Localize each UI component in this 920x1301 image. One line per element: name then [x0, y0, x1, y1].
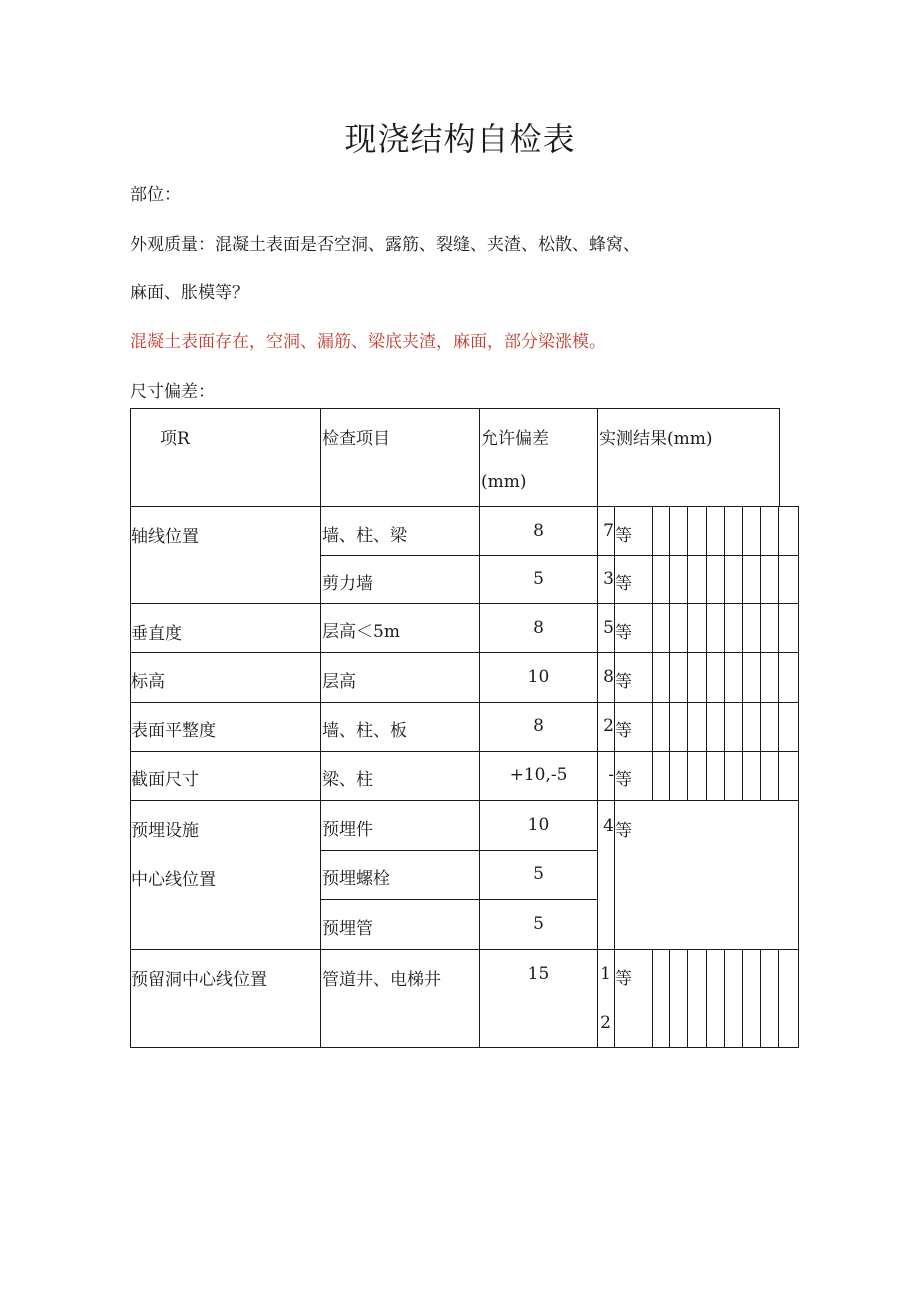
- table-rule: [320, 408, 321, 1048]
- row-opening-etc: 等: [615, 969, 632, 989]
- row-axis-sub-1: 墙、柱、梁: [322, 526, 407, 546]
- row-axis-tolerance-2: 5: [533, 569, 544, 589]
- row-elevation-measured: 8: [603, 667, 614, 687]
- row-elevation-tolerance: 10: [527, 667, 550, 687]
- table-rule: [130, 800, 798, 801]
- table-rule: [652, 506, 653, 800]
- table-rule: [742, 506, 743, 800]
- row-flatness-tolerance: 8: [533, 716, 544, 736]
- table-rule: [669, 949, 670, 1048]
- row-embedded-sub-1: 预埋件: [322, 820, 373, 840]
- table-rule: [724, 506, 725, 800]
- table-rule: [130, 408, 779, 409]
- row-embedded-tolerance-1: 10: [527, 815, 550, 835]
- row-embedded-sub-3: 预埋管: [322, 919, 373, 939]
- row-axis-etc-2: 等: [615, 574, 632, 594]
- row-axis-name: 轴线位置: [131, 527, 199, 547]
- row-axis-tolerance-1: 8: [533, 521, 544, 541]
- table-rule: [798, 506, 799, 1048]
- row-flatness-name: 表面平整度: [131, 721, 216, 741]
- row-vertical-etc: 等: [615, 623, 632, 643]
- table-rule: [760, 506, 761, 800]
- table-rule: [130, 506, 798, 507]
- table-rule: [320, 899, 597, 900]
- header-check-item: 检查项目: [322, 429, 390, 449]
- row-section-measured: -: [608, 765, 614, 785]
- page-title: 现浇结构自检表: [344, 120, 576, 158]
- row-opening-tolerance: 15: [527, 964, 550, 984]
- row-flatness-measured: 2: [603, 716, 614, 736]
- table-rule: [130, 603, 798, 604]
- table-rule: [130, 652, 798, 653]
- row-opening-measured-1: 1: [600, 964, 611, 984]
- row-axis-sub-2: 剪力墙: [322, 574, 373, 594]
- row-section-tolerance: +10,-5: [509, 765, 568, 785]
- row-section-name: 截面尺寸: [131, 770, 199, 790]
- table-rule: [778, 949, 779, 1048]
- row-embedded-tolerance-3: 5: [533, 914, 544, 934]
- row-flatness-sub: 墙、柱、板: [322, 721, 407, 741]
- appearance-question-line-2: 麻面、胀模等？: [130, 283, 249, 303]
- appearance-question-line-1: 外观质量：混凝土表面是否空洞、露筋、裂缝、夹渣、松散、蜂窝、: [130, 235, 640, 255]
- row-embedded-name-2: 中心线位置: [131, 870, 216, 890]
- table-rule: [742, 949, 743, 1048]
- table-rule: [130, 1047, 798, 1048]
- row-section-sub: 梁、柱: [322, 770, 373, 790]
- row-elevation-sub: 层高: [322, 672, 356, 692]
- header-item: 项R: [160, 429, 190, 449]
- header-measured-result: 实测结果(mm): [599, 429, 713, 449]
- table-rule: [779, 408, 780, 506]
- table-rule: [706, 506, 707, 800]
- table-rule: [687, 949, 688, 1048]
- location-label: 部位：: [130, 185, 181, 205]
- table-rule: [760, 949, 761, 1048]
- row-vertical-sub: 层高＜5m: [322, 622, 400, 642]
- appearance-remark: 混凝土表面存在，空洞、漏筋、梁底夹渣，麻面，部分梁涨模。: [130, 332, 606, 352]
- row-opening-sub: 管道井、电梯井: [322, 970, 441, 990]
- row-embedded-etc: 等: [615, 821, 632, 841]
- row-embedded-sub-2: 预埋螺栓: [322, 869, 390, 889]
- table-rule: [706, 949, 707, 1048]
- deviation-label: 尺寸偏差：: [130, 382, 215, 402]
- row-elevation-etc: 等: [615, 672, 632, 692]
- row-axis-measured-1: 7: [603, 521, 614, 541]
- table-rule: [130, 751, 798, 752]
- row-vertical-measured: 5: [603, 618, 614, 638]
- row-vertical-tolerance: 8: [533, 618, 544, 638]
- row-embedded-tolerance-2: 5: [533, 864, 544, 884]
- row-flatness-etc: 等: [615, 721, 632, 741]
- row-axis-measured-2: 3: [603, 569, 614, 589]
- row-opening-name: 预留洞中心线位置: [131, 970, 267, 990]
- table-rule: [724, 949, 725, 1048]
- row-opening-measured-2: 2: [600, 1013, 611, 1033]
- table-rule: [320, 850, 597, 851]
- row-embedded-measured: 4: [603, 816, 614, 836]
- row-vertical-name: 垂直度: [131, 624, 182, 644]
- table-rule: [652, 949, 653, 1048]
- table-rule: [778, 506, 779, 800]
- header-allowed-deviation: 允许偏差: [481, 429, 549, 449]
- header-allowed-unit: (mm): [481, 472, 527, 492]
- table-rule: [130, 702, 798, 703]
- row-embedded-name-1: 预埋设施: [131, 821, 199, 841]
- row-axis-etc-1: 等: [615, 526, 632, 546]
- row-elevation-name: 标高: [131, 672, 165, 692]
- table-rule: [320, 555, 798, 556]
- table-rule: [687, 506, 688, 800]
- table-rule: [669, 506, 670, 800]
- row-section-etc: 等: [615, 770, 632, 790]
- table-rule: [130, 949, 798, 950]
